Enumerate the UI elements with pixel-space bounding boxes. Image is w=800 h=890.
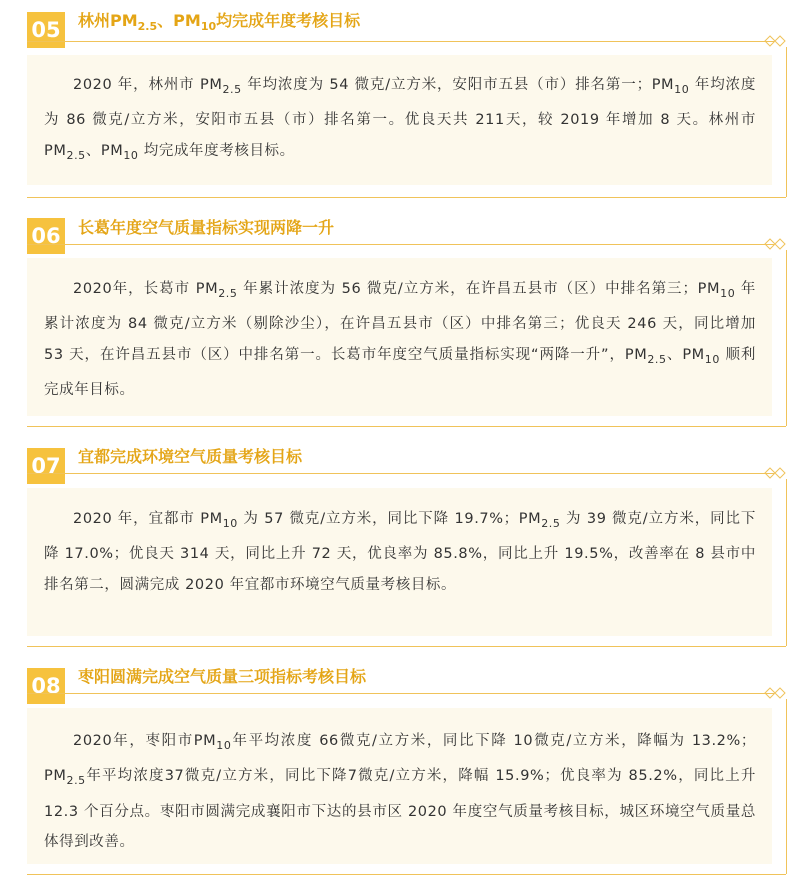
section-title: 宜都完成环境空气质量考核目标 bbox=[78, 447, 303, 466]
side-line bbox=[786, 47, 787, 197]
side-line bbox=[786, 250, 787, 426]
section-body: 2020年，枣阳市$PM_{10}$年平均浓度 66微克/立方米，同比下降 10微克/立方米，降幅为 13.2%； $PM_{2.5}$年平均浓度37微克/立方米，同比下降7微克/立方米，降幅 15.9%；优良率为 85.2%，同比上升 12.3 个百分点。枣阳市圆满完成襄阳市下达的县市区 2020 年度空气质量考核目标，城区环境空气质量总体得到改善。 bbox=[44, 733, 756, 851]
section-number: 08 bbox=[27, 668, 65, 704]
diamond-ornament-icon bbox=[764, 238, 792, 250]
divider-line bbox=[27, 426, 786, 427]
section-body: 2020 年，宜都市 $PM_{10}$ 为 57 微克/立方米，同比下降 19.7%；$PM_{2.5}$ 为 39 微克/立方米，同比下降 17.0%；优良天 314 天，同比上升 72 天，优良率为 85.8%，同比上升 19.5%，改善率在 8 县市中排名第二，圆满完成 2020 年宜都市环境空气质量考核目标。 bbox=[44, 511, 756, 593]
section-body: 2020年，长葛市 $PM_{2.5}$ 年累计浓度为 56 微克/立方米，在许昌五县市（区）中排名第三；$PM_{10}$ 年累计浓度为 84 微克/立方米（剔除沙尘），在许昌五县市（区）中排名第三；优良天 246 天，同比增加 53 天，在许昌五县市（区）中排名第一。长葛市年度空气质量指标实现“两降一升”，$PM_{2.5}$、$PM_{10}$ 顺利完成年目标。 bbox=[44, 281, 757, 399]
divider-line bbox=[27, 874, 786, 875]
divider-line bbox=[27, 473, 774, 474]
divider-line bbox=[27, 646, 786, 647]
section-number: 07 bbox=[27, 448, 65, 484]
side-line bbox=[786, 699, 787, 874]
diamond-ornament-icon bbox=[764, 687, 792, 699]
section-title: 林州$PM_{2.5}$、$PM_{10}$均完成年度考核目标 bbox=[78, 11, 361, 34]
section-title: 长葛年度空气质量指标实现两降一升 bbox=[78, 218, 335, 237]
divider-line bbox=[27, 41, 774, 42]
divider-line bbox=[27, 197, 786, 198]
section-number: 06 bbox=[27, 218, 65, 254]
divider-line bbox=[27, 244, 774, 245]
section-number: 05 bbox=[27, 12, 65, 48]
diamond-ornament-icon bbox=[764, 467, 792, 479]
divider-line bbox=[27, 693, 774, 694]
side-line bbox=[786, 479, 787, 646]
section-title: 枣阳圆满完成空气质量三项指标考核目标 bbox=[78, 667, 367, 686]
section-body: 2020 年，林州市 $PM_{2.5}$ 年均浓度为 54 微克/立方米，安阳市五县（市）排名第一；$PM_{10}$ 年均浓度为 86 微克/立方米，安阳市五县（市）排名第一。优良天共 211天，较 2019 年增加 8 天。林州市 $PM_{2.5}$、$PM_{10}$ 均完成年度考核目标。 bbox=[44, 77, 756, 162]
diamond-ornament-icon bbox=[764, 35, 792, 47]
